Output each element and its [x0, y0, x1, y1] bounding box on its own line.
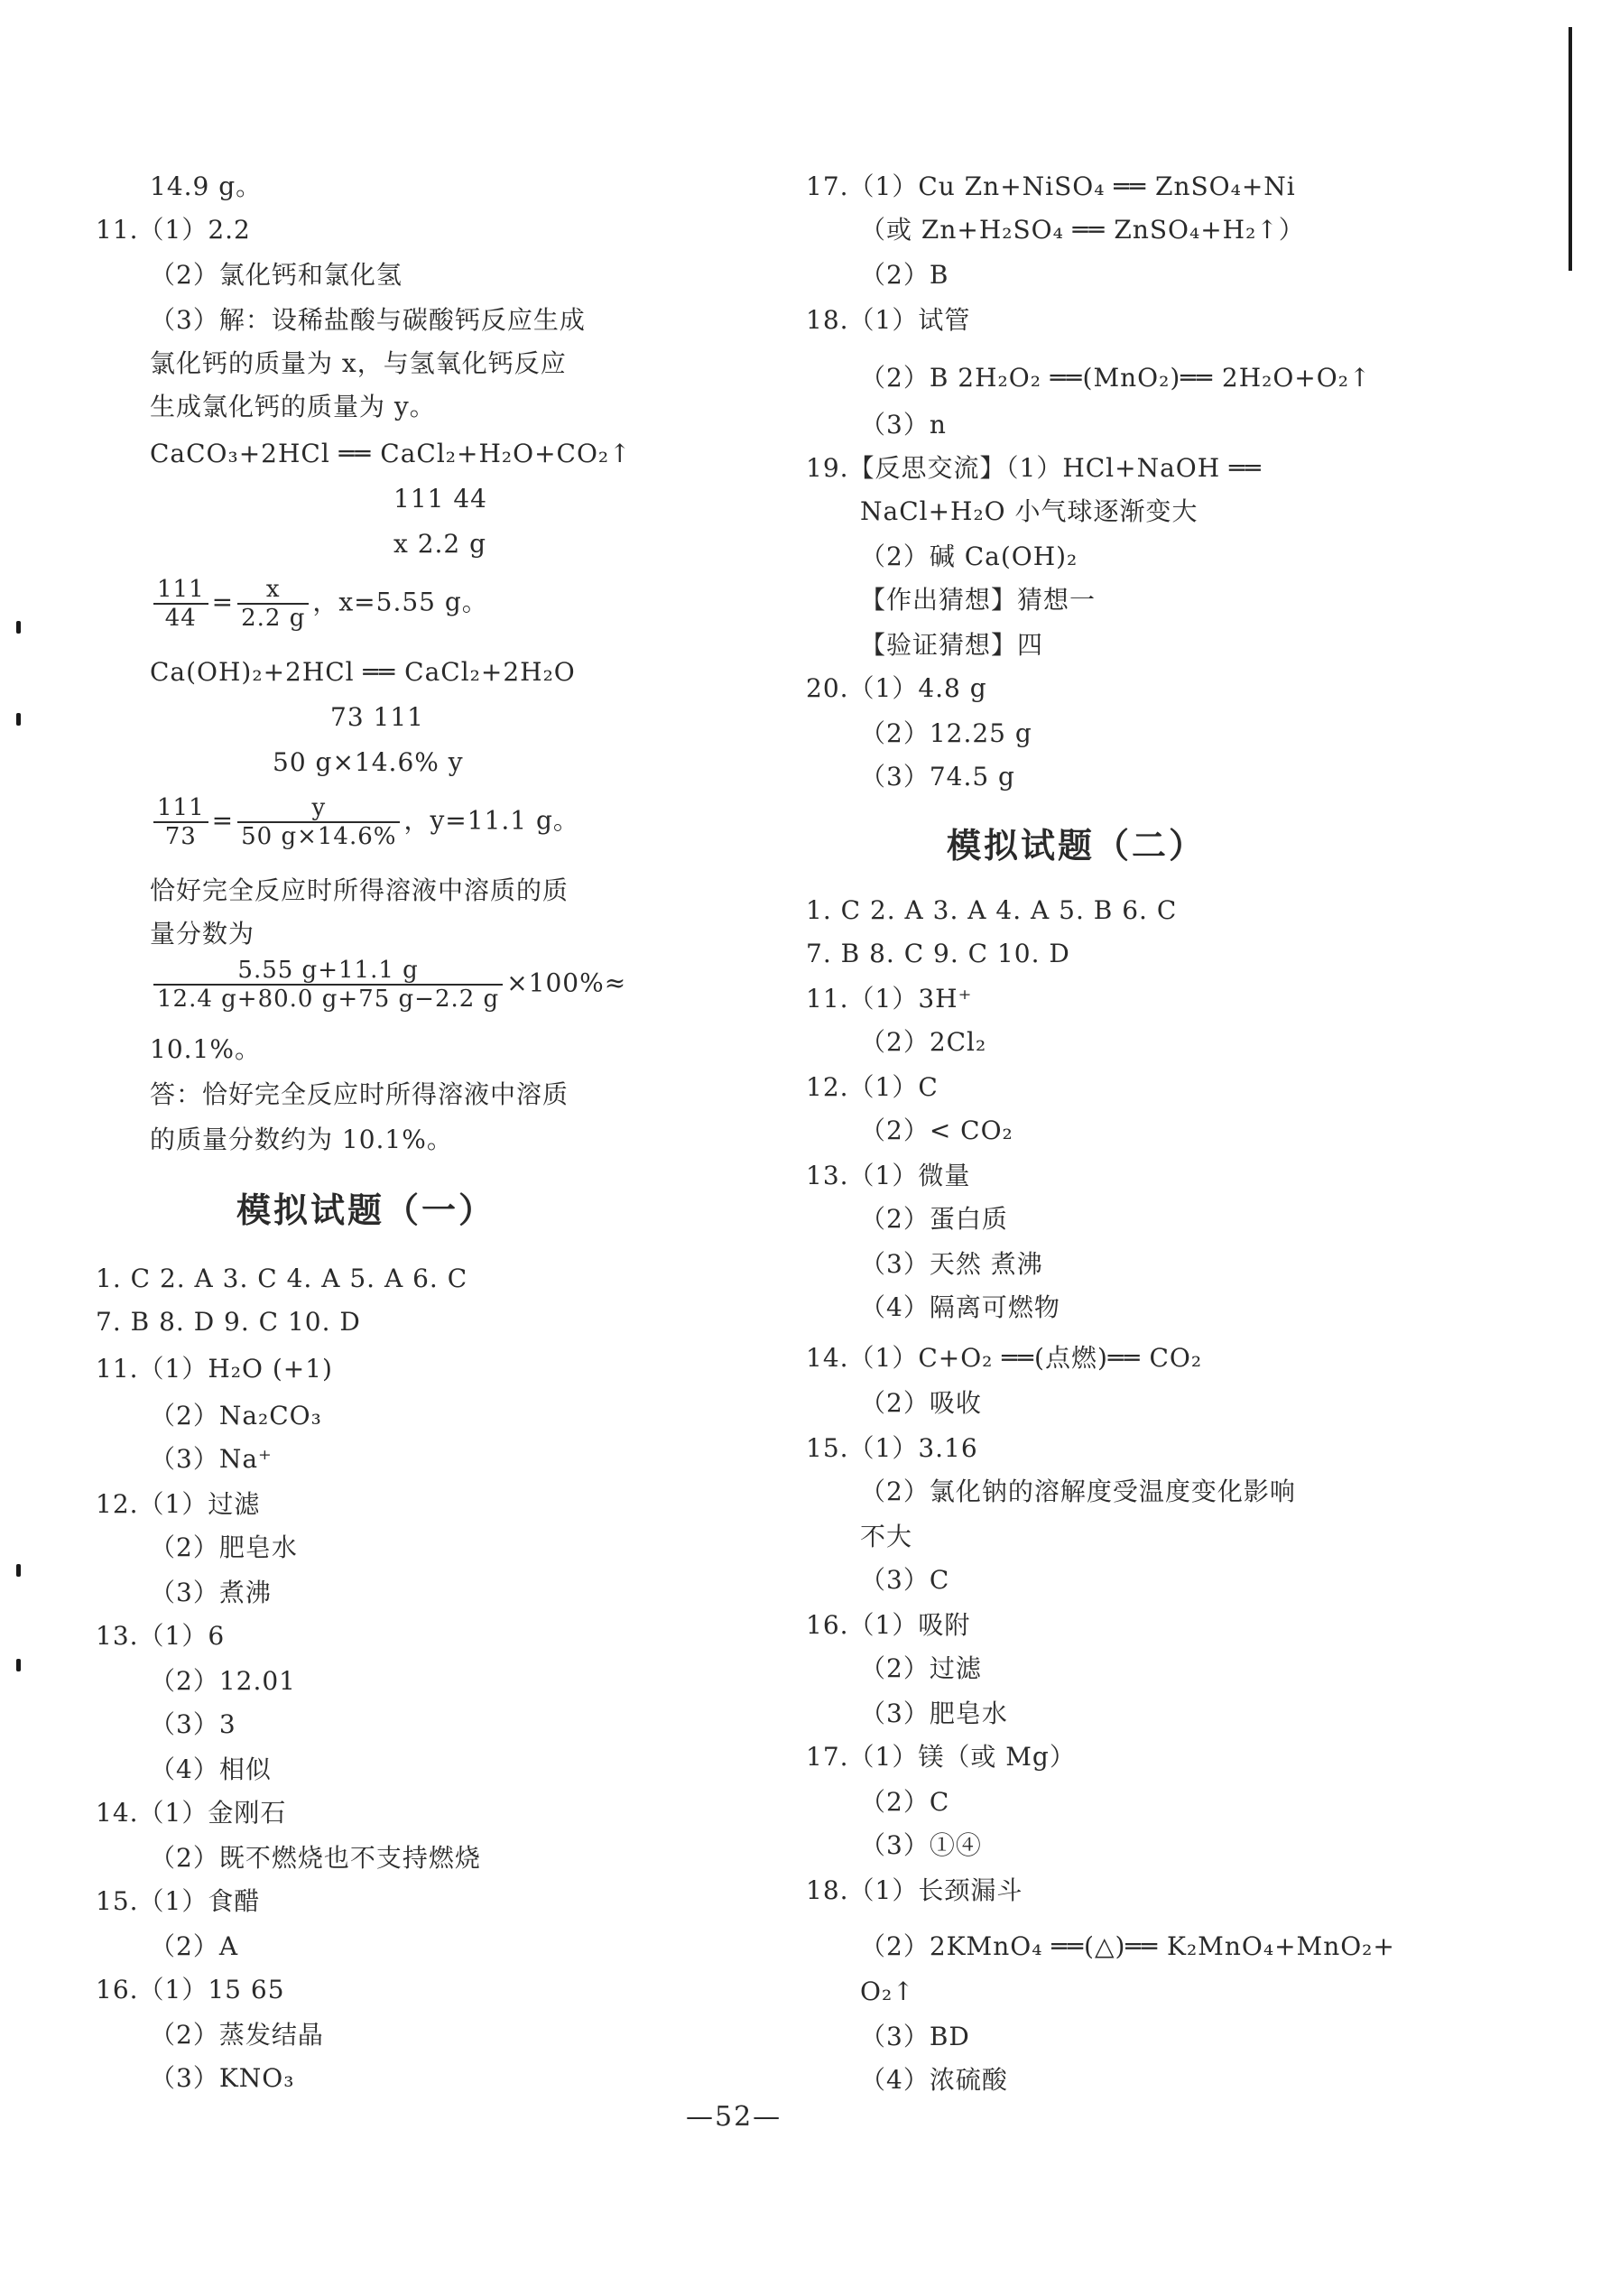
fraction-numerator: 5.55 g+11.1 g [153, 957, 503, 986]
answer-line: （2）氯化钙和氯化氢 [150, 260, 403, 290]
answer-line: （2）蒸发结晶 [150, 2020, 324, 2050]
answer-line: 12.（1）过滤 [96, 1489, 261, 1519]
answer-line: 14.（1）C+O₂ ══(点燃)══ CO₂ [806, 1343, 1203, 1373]
answer-line: 恰好完全反应时所得溶液中溶质的质 [150, 875, 569, 905]
fraction [153, 794, 208, 850]
answer-line: 11.（1）H₂O (+1) [96, 1354, 333, 1384]
answer-line: （2）氯化钠的溶解度受温度变化影响 [860, 1477, 1296, 1506]
answer-line: 1. C 2. A 3. C 4. A 5. A 6. C [96, 1264, 468, 1293]
answer-line: 【验证猜想】四 [860, 630, 1044, 660]
section-heading: 模拟试题（二） [947, 826, 1207, 866]
fraction-line-1: $\frac{111}{44}$ = $\frac{x}{2.2 g}$ ，x=5.55 g。 [150, 576, 488, 632]
answer-line: （2）碱 Ca(OH)₂ [860, 542, 1078, 571]
answer-line: （3）①④ [860, 1830, 982, 1860]
equation-line: 111 44 [393, 484, 487, 514]
answer-line: （2）A [150, 1931, 239, 1961]
scan-edge-mark [1569, 27, 1572, 271]
answer-line: （2）蛋白质 [860, 1204, 1008, 1234]
answer-line: 15.（1）食醋 [96, 1886, 261, 1916]
answer-line: 18.（1）长颈漏斗 [806, 1875, 1023, 1905]
answer-line: 12.（1）C [806, 1072, 939, 1102]
answer-line: （3）BD [860, 2022, 970, 2051]
fraction-numerator: 111 [153, 576, 208, 605]
answer-line: （2）2Cl₂ [860, 1027, 987, 1057]
fraction-line-2: $\frac{111}{73}$ = $\frac{y}{50 g\times 14.6\%}$ ，y=11.1 g。 [150, 794, 579, 850]
answer-line: 20.（1）4.8 g [806, 673, 987, 703]
scan-dot [16, 1564, 21, 1577]
answer-line: （3）Na⁺ [150, 1444, 273, 1474]
answer-line: 11.（1）2.2 [96, 215, 251, 245]
fraction-denominator: 44 [164, 605, 197, 632]
answer-line: （2）B [860, 260, 949, 290]
answer-line: O₂↑ [860, 1977, 915, 2006]
answer-line: 16.（1）15 65 [96, 1975, 285, 2004]
answer-line: 1. C 2. A 3. A 4. A 5. B 6. C [806, 895, 1178, 925]
answer-line: 11.（1）3H⁺ [806, 984, 973, 1014]
fraction-numerator: 111 [153, 794, 208, 823]
answer-line: 14.9 g。 [150, 171, 263, 201]
answer-line: 16.（1）吸附 [806, 1610, 971, 1640]
answer-line: （3）C [860, 1565, 950, 1595]
fraction [237, 794, 400, 850]
fraction [153, 576, 208, 632]
answer-line: 生成氯化钙的质量为 y。 [150, 392, 436, 421]
fraction-denominator: 12.4 g+80.0 g+75 g−2.2 g [157, 986, 500, 1013]
answer-line: （2）C [860, 1787, 950, 1817]
fraction-denominator: 73 [164, 823, 197, 850]
answer-line: （4）相似 [150, 1754, 272, 1784]
answer-line: （3）解：设稀盐酸与碳酸钙反应生成 [150, 305, 586, 335]
fraction-numerator: y [237, 794, 400, 823]
answer-line: （3）肥皂水 [860, 1699, 1008, 1728]
answer-line: 氯化钙的质量为 x，与氢氧化钙反应 [150, 348, 567, 378]
answer-line: （4）浓硫酸 [860, 2065, 1008, 2095]
answer-line: （2）12.25 g [860, 718, 1032, 748]
answer-line: （2）< CO₂ [860, 1116, 1013, 1145]
answer-line: 10.1%。 [150, 1034, 261, 1064]
answer-line: （2）12.01 [150, 1666, 296, 1696]
answer-line: NaCl+H₂O 小气球逐渐变大 [860, 496, 1198, 526]
answer-line: 19.【反思交流】（1）HCl+NaOH ══ [806, 453, 1262, 483]
page-number: —52— [686, 2101, 782, 2133]
answer-line: （2）吸收 [860, 1388, 982, 1418]
answer-line: （2）Na₂CO₃ [150, 1401, 322, 1430]
fraction-result: ，x=5.55 g。 [312, 587, 488, 617]
answer-line: 13.（1）微量 [806, 1161, 971, 1190]
answer-line: 的质量分数约为 10.1%。 [150, 1125, 453, 1154]
fraction-numerator: x [237, 576, 309, 605]
fraction-denominator: 50 g×14.6% [241, 823, 397, 850]
scan-dot [16, 713, 21, 726]
answer-line: （2）肥皂水 [150, 1532, 298, 1562]
answer-line: （3）n [860, 410, 947, 440]
fraction-line-3 [150, 957, 626, 1013]
answer-line: （3）3 [150, 1709, 236, 1739]
answer-line: 答：恰好完全反应时所得溶液中溶质 [150, 1079, 569, 1109]
scan-dot [16, 1659, 21, 1671]
answer-line: 17.（1）Cu Zn+NiSO₄ ══ ZnSO₄+Ni [806, 171, 1296, 201]
answer-line: （3）KNO₃ [150, 2063, 295, 2093]
answer-line: （2）2KMnO₄ ══(△)══ K₂MnO₄+MnO₂+ [860, 1931, 1395, 1961]
answer-line: 14.（1）金刚石 [96, 1798, 287, 1828]
answer-line: 17.（1）镁（或 Mg） [806, 1742, 1076, 1772]
answer-line: 7. B 8. C 9. C 10. D [806, 939, 1070, 968]
answer-line: 13.（1）6 [96, 1621, 226, 1651]
answer-line: （2）既不燃烧也不支持燃烧 [150, 1843, 481, 1873]
answer-line: （3）74.5 g [860, 762, 1015, 792]
answer-line: （3）天然 煮沸 [860, 1249, 1043, 1279]
fraction-denominator: 2.2 g [241, 605, 306, 632]
answer-line: 量分数为 [150, 919, 255, 949]
fraction-result: ×100%≈ [506, 967, 627, 998]
answer-line: 不大 [860, 1522, 913, 1551]
answer-line: 18.（1）试管 [806, 305, 971, 335]
fraction [153, 957, 503, 1013]
answer-line: 15.（1）3.16 [806, 1433, 978, 1463]
answer-line: （2）过滤 [860, 1653, 982, 1683]
equation-line: 73 111 [330, 702, 424, 732]
answer-line: （或 Zn+H₂SO₄ ══ ZnSO₄+H₂↑） [860, 215, 1305, 245]
fraction-result: ，y=11.1 g。 [403, 805, 579, 836]
answer-line: （2）B 2H₂O₂ ══(MnO₂)══ 2H₂O+O₂↑ [860, 363, 1372, 393]
section-heading: 模拟试题（一） [236, 1190, 496, 1230]
scan-dot [16, 621, 21, 634]
equation-line: x 2.2 g [393, 529, 487, 559]
answer-line: （4）隔离可燃物 [860, 1292, 1060, 1322]
equation-line: 50 g×14.6% y [273, 747, 464, 777]
equation-line: Ca(OH)₂+2HCl ══ CaCl₂+2H₂O [150, 657, 576, 687]
answer-line: 7. B 8. D 9. C 10. D [96, 1307, 361, 1337]
answer-line: 【作出猜想】猜想一 [860, 585, 1097, 615]
answer-line: （3）煮沸 [150, 1578, 272, 1607]
equation-line: CaCO₃+2HCl ══ CaCl₂+H₂O+CO₂↑ [150, 439, 632, 468]
fraction [237, 576, 309, 632]
